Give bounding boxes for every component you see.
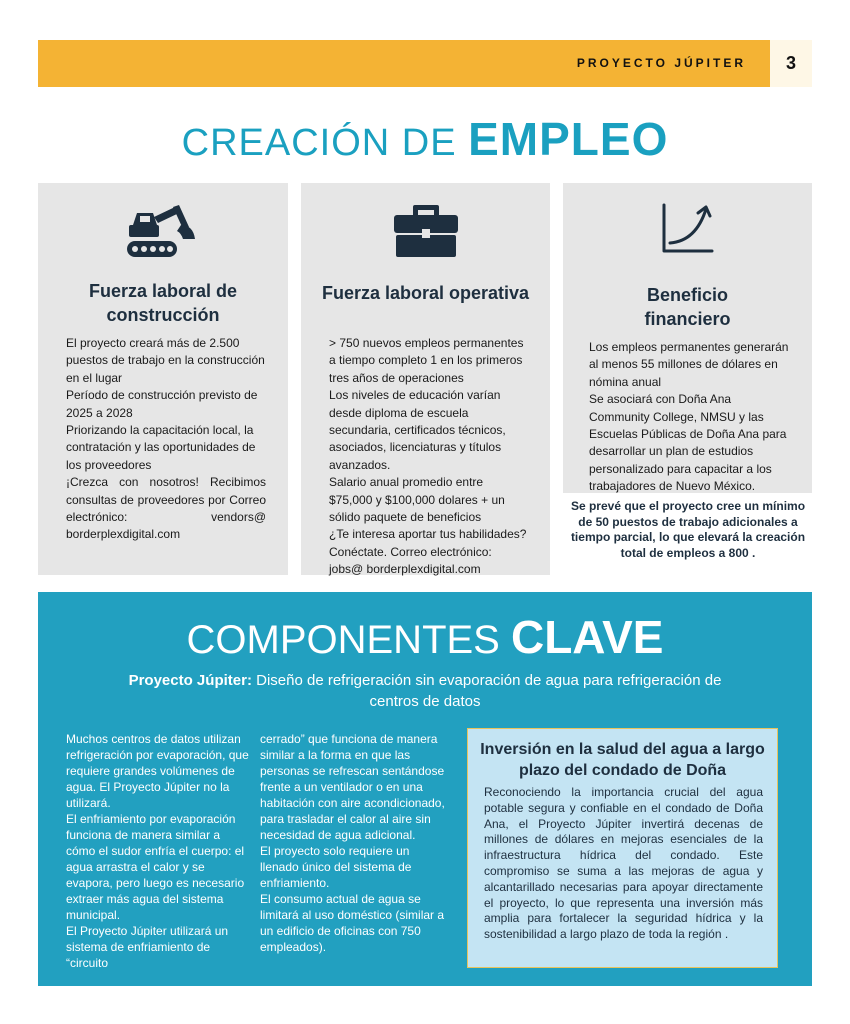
card-construction-workforce: [38, 183, 288, 575]
paragraph: El proyecto solo requiere un llenado único del sistema de enfriamiento.: [260, 844, 412, 890]
card-body: [66, 335, 266, 544]
card-line: El proyecto creará más de 2.500 puestos de trabajo en la construcción en el lugar: [66, 336, 265, 385]
card-operational-workforce: [301, 183, 550, 575]
water-investment-box: [467, 728, 778, 968]
card-financial-benefit: [563, 183, 812, 493]
paragraph: Muchos centros de datos utilizan refrigeración por evaporación, que requiere grandes volúmenes de agua. El Proyecto Júpiter no la utilizará.: [66, 732, 249, 810]
paragraph: El consumo actual de agua se limitará al uso doméstico (similar a un edificio de oficinas con 750 empleados).: [260, 892, 445, 954]
excavator-icon: [127, 203, 199, 261]
section-title-key-components: COMPONENTES CLAVE: [186, 611, 664, 663]
card-line: ¿Te interesa aportar tus habilidades? Conéctate. Correo electrónico: jobs@ borderplexdigital.com: [329, 527, 527, 577]
card-title: Beneficio financiero: [644, 285, 731, 329]
card-line: Los empleos permanentes generarán al menos 55 millones de dólares en nómina anual: [589, 340, 789, 389]
page-number: 3: [770, 40, 812, 87]
card-title: Fuerza laboral operativa: [321, 283, 530, 303]
header-title: PROYECTO JÚPITER: [576, 56, 746, 70]
card-line: ¡Crezca con nosotros! Recibimos consultas de proveedores por Correo electrónico: vendors@ borderplexdigital.com: [66, 475, 266, 542]
paragraph: El Proyecto Júpiter utilizará un sistema de enfriamiento de “circuito: [66, 924, 229, 970]
box-title: Inversión en la salud del agua a largo plazo del condado de Doña: [480, 741, 765, 779]
briefcase-icon: [393, 203, 459, 259]
card-line: Período de construcción previsto de 2025 a 2028: [66, 388, 258, 420]
part-time-jobs-note: Se prevé que el proyecto cree un mínimo de 50 puestos de trabajo adicionales a tiempo parcial, lo que elevará la creación total de empleos a 800 .: [570, 499, 806, 560]
paragraph: El enfriamiento por evaporación funciona de manera similar a cómo el sudor enfría el cuerpo: el agua arrastra el calor y se evapora, pero luego es necesario extraer más agua del sistema municipal.: [66, 812, 245, 922]
card-body: [329, 335, 529, 579]
box-text: Reconociendo la importancia crucial del agua potable segura y confiable en el condado de Doña Ana, el Proyecto Júpiter invertirá decenas de millones de dólares en mejoras esenciales de la infraestructura hídrica del condado. Este compromiso se suma a las mejoras de agua y alcantarillado necesarias para apoyar directamente el proyecto, lo que representa una inversión más amplia para fortalecer la seguridad hídrica y la sostenibilidad a largo plazo de toda la región .: [484, 785, 763, 942]
card-line: Priorizando la capacitación local, la contratación y las oportunidades de los proveedores: [66, 423, 256, 472]
text-column-middle: [260, 731, 450, 955]
card-line: Los niveles de educación varían desde diploma de escuela secundaria, certificados técnicos, asociados, licenciaturas y títulos avanzados.: [329, 388, 506, 472]
paragraph: cerrado” que funciona de manera similar a la forma en que las personas se refrescan sentándose frente a un ventilador o en una habitación con aire acondicionado, para trasladar el calor al aire sin necesidad de agua adicional.: [260, 732, 445, 842]
section-title-employment: CREACIÓN DE EMPLEO: [181, 113, 669, 165]
header-bar: [38, 40, 770, 87]
text-column-left: [66, 731, 252, 971]
card-body: [589, 339, 789, 496]
section-subtitle: Proyecto Júpiter: Diseño de refrigeración sin evaporación de agua para refrigeración de centros de datos: [128, 672, 722, 710]
card-line: Se asociará con Doña Ana Community College, NMSU y las Escuelas Públicas de Doña Ana para desarrollar un plan de estudios personalizado para capacitar a los trabajadores de Nuevo México.: [589, 392, 787, 494]
card-line: > 750 nuevos empleos permanentes a tiempo completo 1 en los primeros tres años de operaciones: [329, 336, 524, 385]
growth-chart-icon: [660, 201, 716, 255]
card-line: Salario anual promedio entre $75,000 y $100,000 dolares + un sólido paquete de beneficios: [329, 475, 505, 525]
card-title: Fuerza laboral de construcción: [88, 281, 238, 325]
